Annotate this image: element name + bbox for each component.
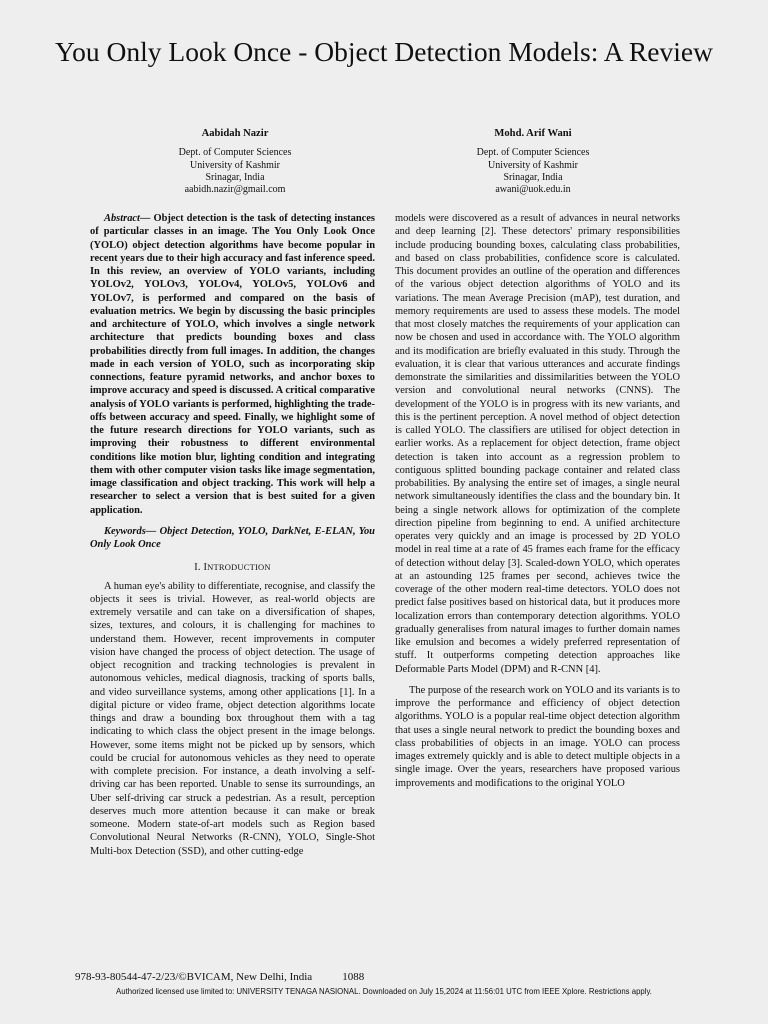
keywords bbox=[90, 525, 375, 552]
abstract bbox=[90, 212, 375, 517]
left-column bbox=[90, 212, 375, 858]
author-block-1 bbox=[115, 128, 355, 196]
section-title-initial: I bbox=[203, 562, 208, 574]
author-university: University of Kashmir bbox=[190, 159, 280, 171]
license-notice: Authorized licensed use limited to: UNIVERSITY TENAGA NASIONAL. Downloaded on July 15,2024 at 11:56:01 UTC from IEEE Xplore. Restrictions apply. bbox=[116, 987, 652, 996]
abstract-label: Abstract— bbox=[104, 213, 151, 224]
author-location: Srinagar, India bbox=[205, 171, 265, 183]
section-heading-introduction bbox=[90, 561, 375, 574]
author-name: Mohd. Arif Wani bbox=[494, 128, 572, 139]
body-paragraph-1: models were discovered as a result of advances in neural networks and deep learning [2]. These detectors' primary responsibilities include producing bounding boxes, calculating class probabilities, and based on class probabilities, confidence score is calculated. This document provides an outline of the operation and differences of the various object detection algorithms of YOLO and its variations. The mean Average Precision (mAP), test duration, and memory requirements are used to assess these models. The model that most closely matches the requirements of your application can now be chosen and used in accordance with. The YOLO algorithm and its modification are briefly evaluated in this study. Through the evaluation, it is clear that various utterances and accurate findings demonstrate the similarities and dissimilarities between the YOLO version and convolutional neural networks (CNNS). The development of the YOLO is in progress with its new variants, and this is the pertinent perception. A novel method of object detection is called YOLO. The classifiers are utilised for object detection in earlier works. As a replacement for object detection, frame object detection is taken into account as a regression problem to contiguous splitted bounding package container and related class probabilities. By analysing the entire set of images, a single neural network simultaneously identifies the class and the boundary bin. It being a single network allows for optimization of the complete direction pipeline from beginning to end. A unified architecture operates very quickly and an image is processed by 2D YOLO model in real time at a rate of 45 frames each frame for the efficacy of detection without delay [3]. Scaled-down YOLO, which operates at an astounding 125 frames per second, achieves twice the coverage of the other modern real-time detectors. YOLO does not predict false positives based on historical data, but it produces more localization errors than contemporary detection algorithms. YOLO gradually generalises from natural images to further domain names like emulsion and becomes a widely preferred representation of stuff. It outperforms competing detection approaches like Deformable Parts Model (DPM) and R-CNN [4]. bbox=[395, 213, 680, 675]
section-title-rest: NTRODUCTION bbox=[207, 562, 271, 573]
abstract-text: Object detection is the task of detecting instances of particular classes in an image. The You Only Look Once (YOLO) object detection algorithms have become popular in recent years due to their high accuracy and fast inference speed. In this review, an overview of YOLO variants, including YOLOv2, YOLOv3, YOLOv4, YOLOv5, YOLOv6 and YOLOv7, is performed and compared on the basis of evaluation metrics. We begin by discussing the basic principles and architecture of YOLO, which involves a single network architecture that predicts bounding boxes and class probabilities directly from full images. In addition, the changes made in each version of YOLO, such as incorporating skip connections, feature pyramid networks, and anchor boxes to improve accuracy and speed is discussed. A critical comparative analysis of YOLO variants is performed, highlighting the trade-offs between accuracy and speed. Finally, we highlight some of the future research directions for YOLO variants, such as improving their robustness to different environmental conditions like motion blur, lighting condition and integrating them with other computer vision tasks like image segmentation, image classification and object tracking. This work will help a researcher to select a version that is best suited for a given application. bbox=[90, 213, 375, 516]
keywords-text: Object Detection, YOLO, DarkNet, E-ELAN, You Only Look Once bbox=[90, 525, 375, 550]
author-block-2 bbox=[413, 128, 653, 196]
author-email: aabidh.nazir@gmail.com bbox=[184, 184, 286, 196]
page-footer bbox=[75, 971, 364, 983]
author-university: University of Kashmir bbox=[488, 159, 578, 171]
section-number: I. bbox=[194, 562, 201, 574]
keywords-label: Keywords— bbox=[104, 525, 157, 537]
footer-isbn: 978-93-80544-47-2/23/©BVICAM, New Delhi, India bbox=[75, 971, 313, 983]
intro-paragraph-1: A human eye's ability to differentiate, recognise, and classify the objects it sees is trivial. However, as real-world objects are extremely versatile and can take on a diversification of shapes, sizes, textures, and colours, it is challenging for machines to understand them. However, recent improvements in computer vision have changed the process of object detection. The usage of object recognition and tracking technologies is prevalent in autonomous vehicles, medical diagnosis, tracking of sports balls, and video surveillance systems, among other applications [1]. In a digital picture or video frame, object detection algorithms locate things and draw a bounding box throughout them with a tag indicating to which class the object present in the image belongs. However, some items might not be picked up by sensors, which could be crucial for autonomous vehicles as they need to operate with complete precision. For instance, a death involving a self-driving car has been reported. Unable to sense its surroundings, an Uber self-driving car struck a pedestrian. As a result, perception deserves much more attention because it can make or break someone. Modern state-of-art models such as Region based Convolutional Neural Networks (R-CNN), YOLO, Single-Shot Multi-box Detection (SSD), and other cutting-edge bbox=[90, 580, 375, 857]
author-dept: Dept. of Computer Sciences bbox=[476, 147, 590, 159]
author-location: Srinagar, India bbox=[503, 171, 563, 183]
right-column bbox=[395, 212, 680, 790]
page-number: 1088 bbox=[342, 971, 365, 983]
author-email: awani@uok.edu.in bbox=[495, 184, 571, 196]
body-paragraph-2: The purpose of the research work on YOLO and its variants is to improve the performance and efficiency of object detection algorithms. YOLO is a popular real-time object detection algorithm that uses a single neural network to predict the bounding boxes and class probabilities of objects in an image. YOLO can process images extremely quickly and is able to detect multiple objects in a single image. Over the years, researchers have proposed various improvements and modifications to the original YOLO bbox=[395, 684, 680, 789]
paper-title: You Only Look Once - Object Detection Models: A Review bbox=[55, 36, 713, 67]
author-name: Aabidah Nazir bbox=[201, 128, 269, 139]
author-dept: Dept. of Computer Sciences bbox=[178, 147, 292, 159]
